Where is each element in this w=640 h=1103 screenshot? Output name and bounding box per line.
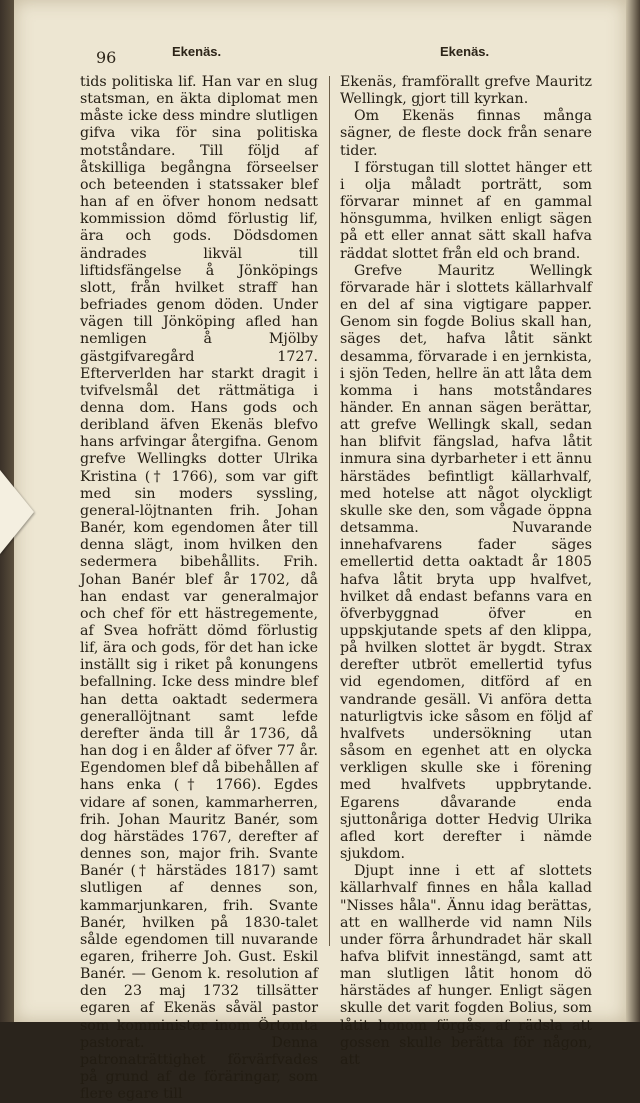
paragraph: I förstugan till slottet hänger ett i olja måladt porträtt, som förvarar minnet af en gammal hönsgumma, hvilken enligt sägen på ett eller annat sätt skall hafva räddat slottet från eld och brand.	[340, 159, 592, 262]
paragraph: tids politiska lif. Han var en slug statsman, en äkta diplomat men måste icke dess mindre slutligen gifva vika för sina politiska motståndare. Till följd af åtskilliga begångna förseelser och beteenden i statssaker blef han af en öfver honom nedsatt kommission dömd förlustig lif, ära och gods. Dödsdomen ändrades likväl till liftidsfängelse å Jönköpings slott, från hvilket straff han befriades genom döden. Under vägen till Jönköping afled han nemligen å Mjölby gästgifvaregård 1727. Efterverlden har starkt dragit i tvifvelsmål det rättmätiga i denna dom. Hans gods och deribland äfven Ekenäs blefvo hans arfvingar återgifna. Genom grefve Wellingks dotter Ulrika Kristina († 1766), som var gift med sin moders syssling, general-löjtnanten frih. Johan Banér, kom egendomen åter till denna slägt, inom hvilken den sedermera bibehållits. Frih. Johan Banér blef år 1702, då han endast var generalmajor och chef för ett hästregemente, af Svea hofrätt dömd förlustig lif, ära och gods, för det han icke inställt sig i riket på konungens befallning. Icke dess mindre blef han detta oaktadt sedermera generallöjtnant samt lefde derefter ända till år 1736, då han dog i en ålder af öfver 77 år. Egendomen blef då bibehållen af hans enka († 1766). Egdes vidare af sonen, kammarherren, frih. Johan Mauritz Banér, som dog härstädes 1767, derefter af dennes son, major frih. Svante Banér († härstädes 1817) samt slutligen af dennes son, kammarjunkaren, frih. Svante Banér, hvilken på 1830-talet sålde egendomen till nuvarande egaren, friherre Joh. Gust. Eskil Banér. — Genom k. resolution af den 23 maj 1732 tillsätter egaren af Ekenäs såväl pastor som komminister inom Örtomta pastorat. Denna patronaträttighet förvärfvades på grund af de föräringar, som flere egare till	[80, 74, 318, 1103]
column-divider	[329, 76, 330, 946]
page-edge	[626, 0, 640, 1037]
paragraph: Om Ekenäs finnas många sägner, de fleste dock från senare tider.	[340, 108, 592, 159]
right-running-head: Ekenäs.	[440, 44, 490, 59]
page-number: 96	[96, 48, 117, 67]
left-running-head: Ekenäs.	[172, 44, 222, 59]
paragraph: Ekenäs, framförallt grefve Mauritz Wellingk, gjort till kyrkan.	[340, 74, 592, 108]
paragraph: Djupt inne i ett af slottets källarhvalf finnes en håla kallad "Nisses håla". Ännu idag berättas, att en wallherde vid namn Nils under förra århundradet här skall hafva blifvit innestängd, samt att man slutligen låtit honom dö härstädes af hunger. Enligt sägen skulle det varit fogden Bolius, som låtit honom förgås, af rädsla att gossen skulle berätta för någon, att	[340, 863, 592, 1068]
paragraph: Grefve Mauritz Wellingk förvarade här i slottets källarhvalf en del af sina vigtigare papper. Genom sin fogde Bolius skall han, säges det, hafva låtit sänkt desamma, förvarade i en jernkista, i sjön Teden, hellre än att låta dem komma i hans motståndares händer. En annan sägen berättar, att grefve Wellingk skall, sedan han blifvit fängslad, hafva låtit inmura sina dyrbarheter i ett ännu härstädes befintligt källarhvalf, med hotelse att något olyckligt skulle ske den, som vågade öppna detsamma. Nuvarande innehafvarens fader säges emellertid detta oaktadt år 1805 hafva låtit bryta upp hvalfvet, hvilket då endast befanns vara en öfverbyggnad öfver en uppskjutande spets af den klippa, på hvilken slottet är bygdt. Strax derefter utbröt emellertid tyfus vid egendomen, ditförd af en vandrande gesäll. Vi anföra detta naturligtvis icke såsom en följd af hvalfvets undersökning utan såsom en egenhet att en olycka verkligen skulle ske i förening med hvalfvets uppbrytande. Egarens dåvarande enda sjuttonåriga dotter Hedvig Ulrika afled kort derefter i nämde sjukdom.	[340, 262, 592, 863]
left-text-column	[80, 74, 318, 1103]
right-text-column	[340, 74, 592, 1069]
page-tab-marker	[0, 470, 34, 554]
